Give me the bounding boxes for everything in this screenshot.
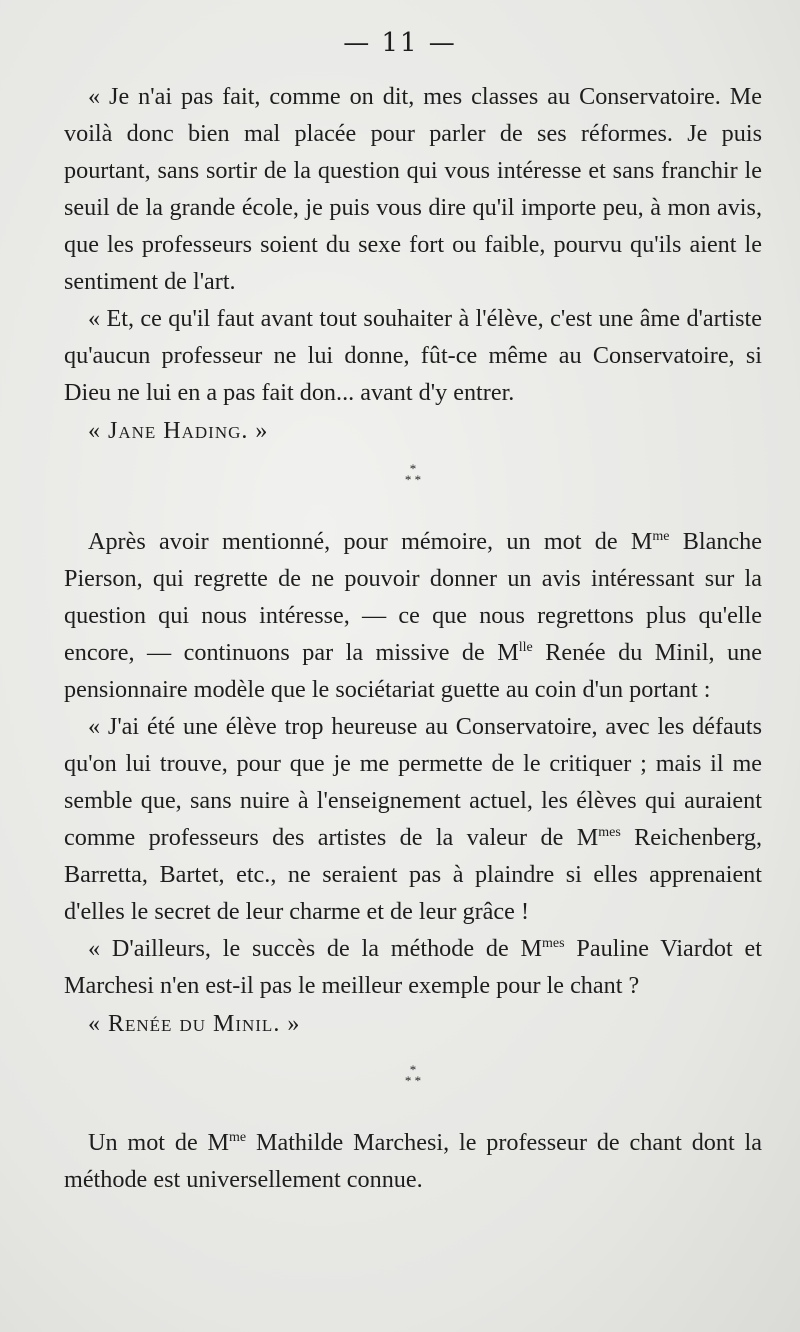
asterism-bottom: * *	[404, 472, 422, 487]
paragraph	[64, 930, 762, 1004]
text-run: Blanche Pierson, qui regrette de ne pouvoir donner un avis intéressant sur la question qui nous intéresse, — ce que nous regrettons plus qu'elle encore, — continuons par la missive de M	[64, 528, 762, 666]
abbrev-superscript: mes	[598, 825, 621, 840]
text-run: Renée du Minil, une pensionnaire modèle que le sociétariat guette au coin d'un portant :	[64, 639, 762, 703]
text-run: Après avoir mentionné, pour mémoire, un mot de M	[88, 528, 653, 555]
signature: « Jane Hading. »	[88, 418, 269, 444]
abbrev-superscript: lle	[518, 640, 533, 655]
page-number: — 11 —	[343, 28, 457, 58]
abbrev-superscript: mes	[542, 936, 565, 951]
text-run: « D'ailleurs, le succès de la méthode de M	[88, 935, 543, 962]
abbrev-superscript: me	[229, 1130, 247, 1145]
section-separator	[64, 463, 762, 485]
paragraph: « Et, ce qu'il faut avant tout souhaiter à l'élève, c'est une âme d'artiste qu'aucun professeur ne lui donne, fût-ce même au Conservatoire, si Dieu ne lui en a pas fait don... avant d'y entrer.	[64, 305, 762, 406]
abbrev-superscript: me	[652, 529, 670, 544]
paragraph	[64, 523, 762, 708]
body-text	[64, 78, 762, 1198]
asterism-top: *	[409, 1062, 417, 1077]
section-separator	[64, 1064, 762, 1086]
paragraph	[64, 1124, 762, 1198]
paragraph	[64, 708, 762, 930]
paragraph: « Je n'ai pas fait, comme on dit, mes classes au Conservatoire. Me voilà donc bien mal placée pour parler de ses réformes. Je puis pourtant, sans sortir de la question qui vous intéresse et sans franchir le seuil de la grande école, je puis vous dire qu'il importe peu, à mon avis, que les professeurs soient du sexe fort ou faible, pourvu qu'ils aient le sentiment de l'art.	[64, 83, 762, 295]
signature: « Renée du Minil. »	[88, 1011, 301, 1037]
text-run: Pauline Viardot et Marchesi n'en est-il pas le meilleur exemple pour le chant ?	[64, 935, 762, 999]
asterism-top: *	[409, 461, 417, 476]
text-run: « J'ai été une élève trop heureuse au Conservatoire, avec les défauts qu'on lui trouve, pour que je me permette de le critiquer ; mais il me semble que, sans nuire à l'enseignement actuel, les élèves qui auraient comme professeurs des artistes de la valeur de M	[64, 713, 762, 851]
asterism-bottom: * *	[404, 1073, 422, 1088]
text-run: Un mot de M	[88, 1129, 230, 1156]
text-run: Mathilde Marchesi, le professeur de chant dont la méthode est universellement connue.	[64, 1129, 762, 1193]
text-run: Reichenberg, Barretta, Bartet, etc., ne seraient pas à plaindre si elles apprenaient d'elles le secret de leur charme et de leur grâce !	[64, 824, 762, 925]
